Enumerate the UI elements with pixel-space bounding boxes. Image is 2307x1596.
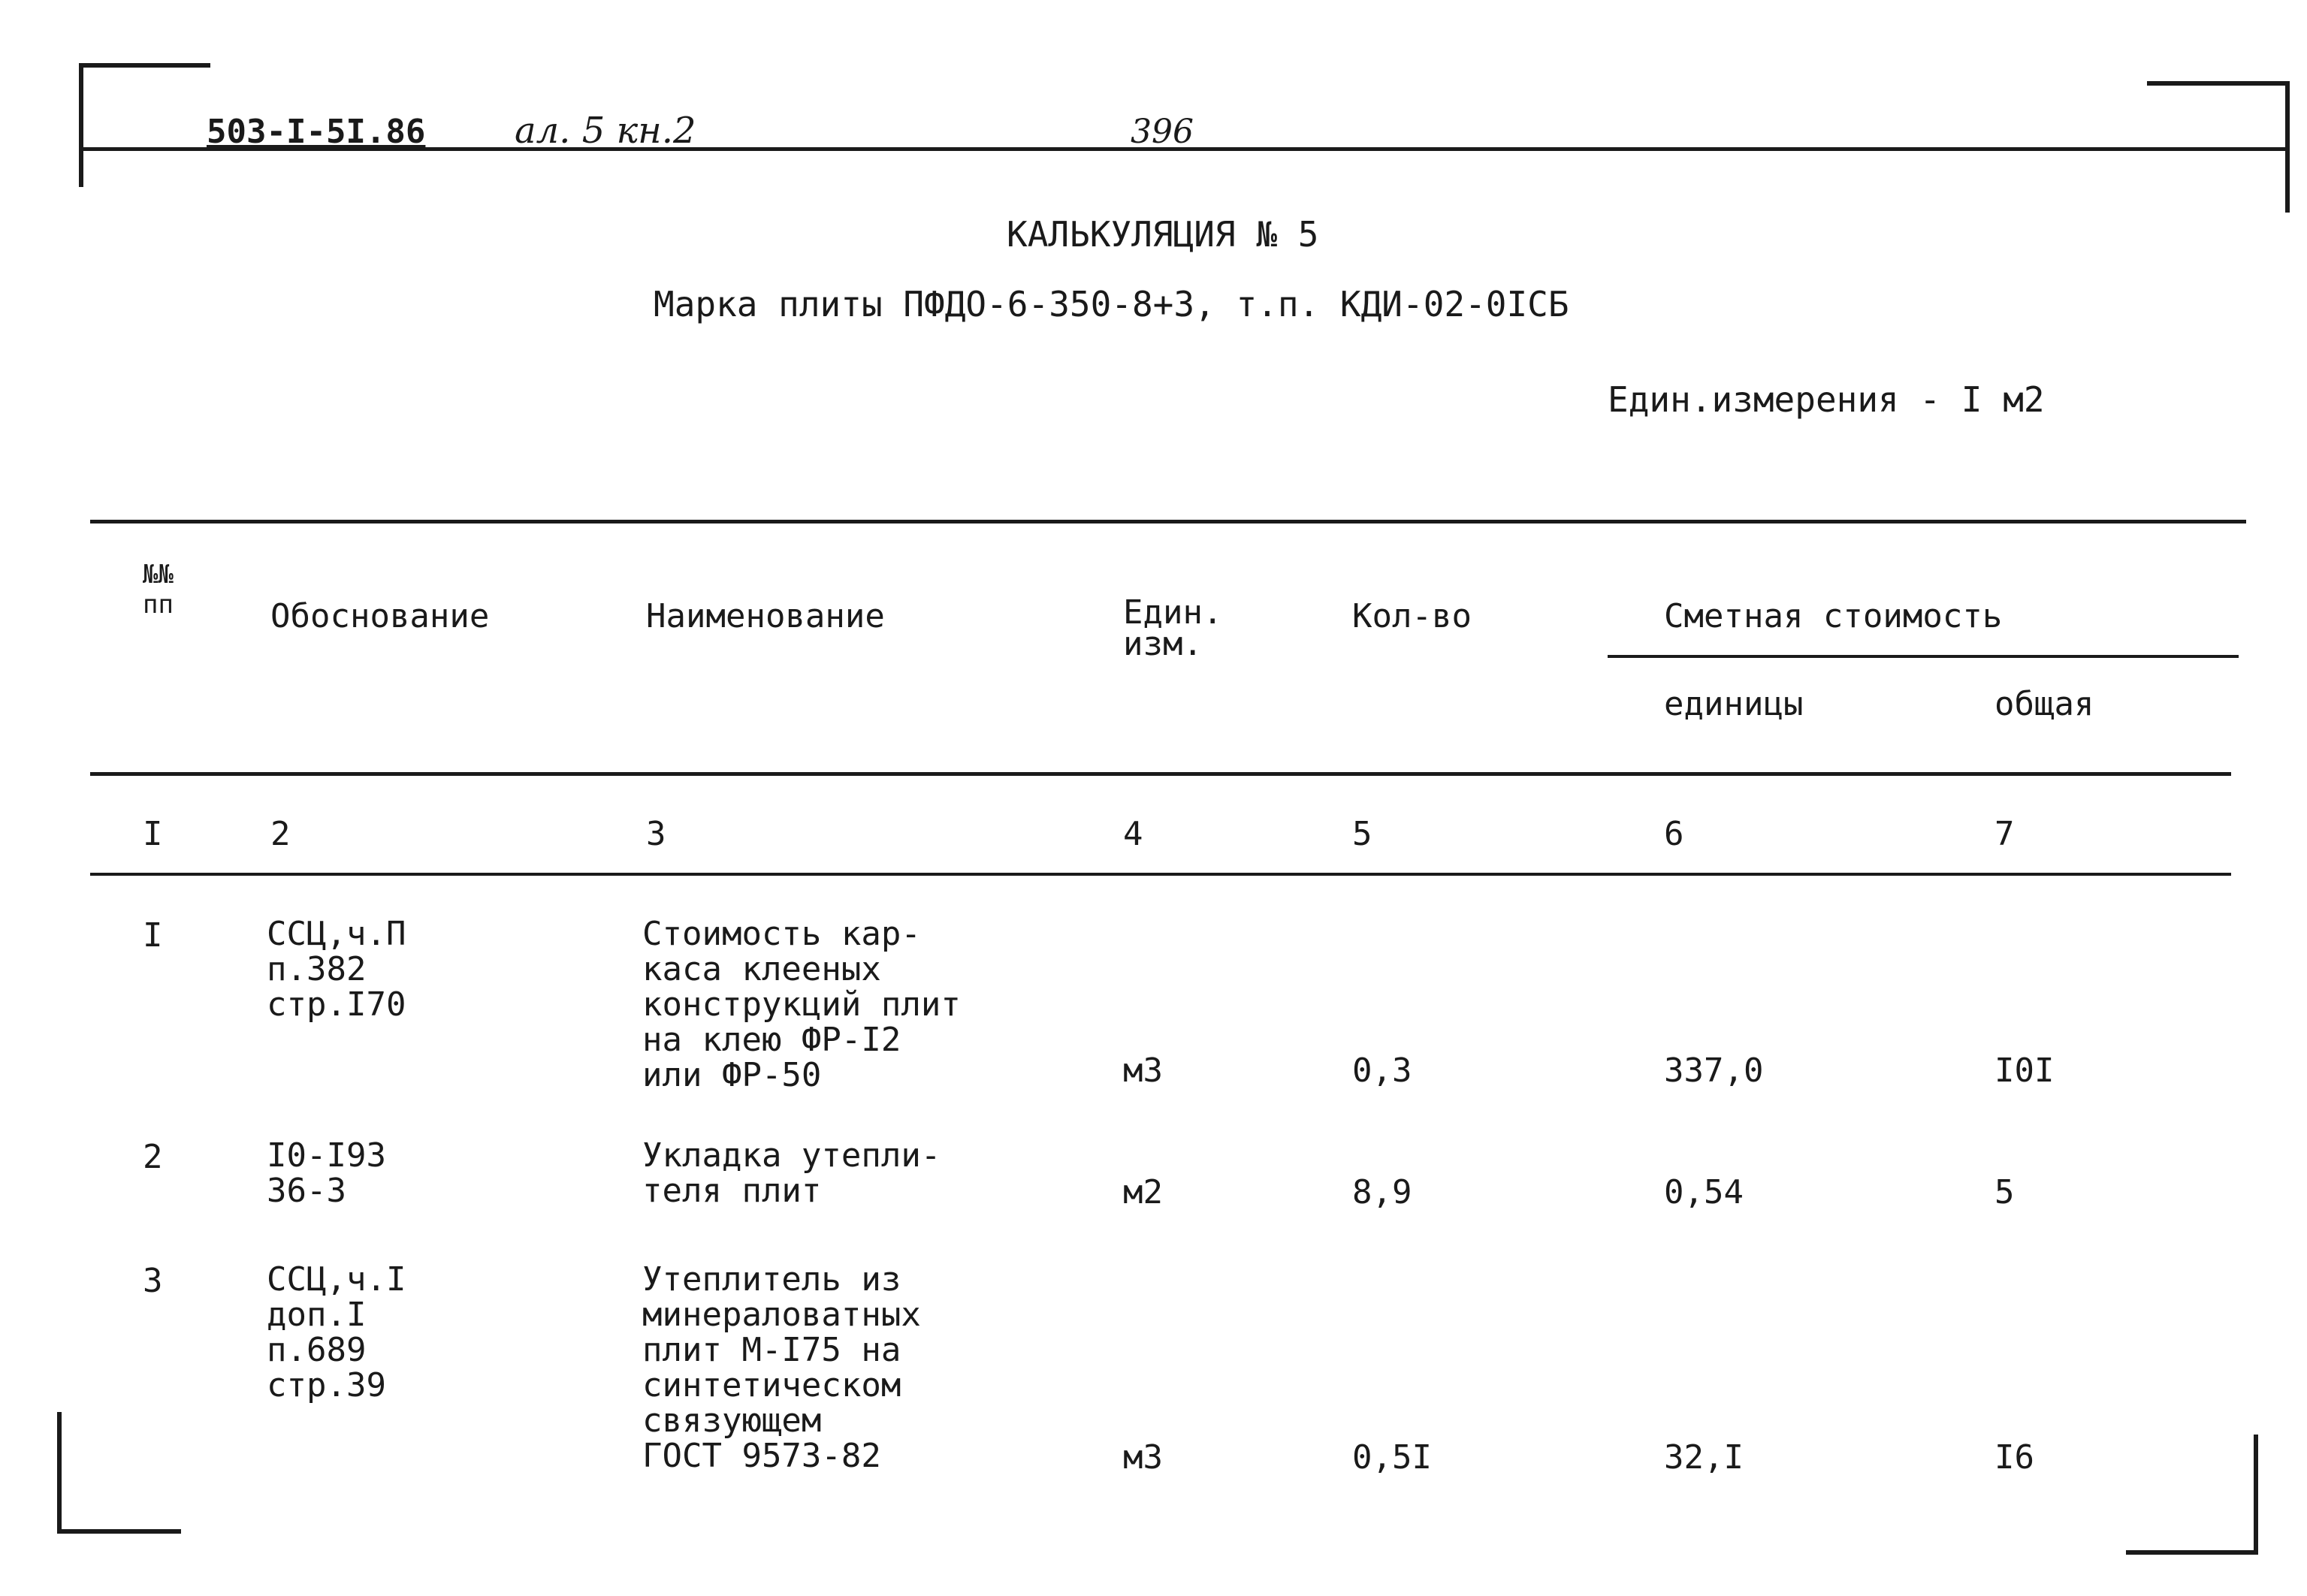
row-unit: м2 xyxy=(1123,1173,1163,1211)
frame-top-right-vertical xyxy=(2285,81,2290,213)
header-row-number: №№ пп xyxy=(143,560,174,620)
row-total: I0I xyxy=(1994,1051,2055,1090)
row-total: 5 xyxy=(1994,1173,2015,1211)
page-number: 396 xyxy=(1131,113,1194,151)
row-quantity: 0,5I xyxy=(1352,1438,1432,1477)
frame-top-right-horizontal xyxy=(2147,81,2290,86)
frame-bottom-left-vertical xyxy=(57,1412,62,1532)
row-name: Утеплитель из минераловатных плит М-I75 на синтетическом связующем ГОСТ 9573-82 xyxy=(642,1260,921,1475)
column-number: 4 xyxy=(1123,815,1143,853)
row-number: 2 xyxy=(143,1138,163,1176)
header-quantity: Кол-во xyxy=(1352,597,1472,635)
row-unit-price: 0,54 xyxy=(1664,1173,1744,1211)
row-unit: м3 xyxy=(1123,1438,1163,1477)
doc-code: 503-I-5I.86 xyxy=(207,113,426,151)
column-number: 2 xyxy=(270,815,291,853)
column-numbers-rule xyxy=(90,873,2231,876)
row-unit: м3 xyxy=(1123,1051,1163,1090)
column-number: 3 xyxy=(646,815,666,853)
row-number: 3 xyxy=(143,1262,163,1300)
row-basis: ССЦ,ч.I доп.I п.689 стр.39 xyxy=(267,1260,406,1404)
row-basis: ССЦ,ч.П п.382 стр.I70 xyxy=(267,915,406,1024)
column-number: 6 xyxy=(1664,815,1684,853)
header-estimated-cost: Сметная стоимость xyxy=(1664,597,2003,635)
row-total: I6 xyxy=(1994,1438,2034,1477)
frame-top-left-horizontal xyxy=(79,63,210,68)
header-cost-total: общая xyxy=(1994,685,2094,723)
row-quantity: 8,9 xyxy=(1352,1173,1412,1211)
frame-bottom-right-horizontal xyxy=(2126,1550,2258,1555)
column-number: 7 xyxy=(1994,815,2015,853)
table-top-rule xyxy=(90,520,2246,523)
row-basis: I0-I93 36-3 xyxy=(267,1136,386,1210)
unit-of-measure: Един.измерения - I м2 xyxy=(1608,379,2045,420)
frame-top-left-vertical xyxy=(79,63,83,187)
header-bottom-rule xyxy=(90,772,2231,776)
header-name: Наименование xyxy=(646,597,885,635)
column-number: I xyxy=(143,815,163,853)
row-quantity: 0,3 xyxy=(1352,1051,1412,1090)
column-number: 5 xyxy=(1352,815,1372,853)
row-name: Стоимость кар- каса клееных конструкций плит на клею ФР-I2 или ФР-50 xyxy=(642,915,961,1094)
row-unit-price: 32,I xyxy=(1664,1438,1744,1477)
header-cost-per-unit: единицы xyxy=(1664,685,1804,723)
row-number: I xyxy=(143,916,163,955)
handwritten-reference: ал. 5 кн.2 xyxy=(515,110,696,152)
header-basis: Обоснование xyxy=(270,597,490,635)
cost-group-rule xyxy=(1608,655,2239,658)
frame-bottom-left-horizontal xyxy=(57,1529,181,1534)
frame-bottom-right-vertical xyxy=(2254,1435,2258,1555)
header-unit: Един. изм. xyxy=(1123,593,1223,663)
document-subtitle: Марка плиты ПФДО-6-350-8+3, т.п. КДИ-02-0IСБ xyxy=(654,284,1569,324)
document-title: КАЛЬКУЛЯЦИЯ № 5 xyxy=(1007,214,1319,255)
row-unit-price: 337,0 xyxy=(1664,1051,1764,1090)
row-name: Укладка утепли- теля плит xyxy=(642,1136,941,1210)
